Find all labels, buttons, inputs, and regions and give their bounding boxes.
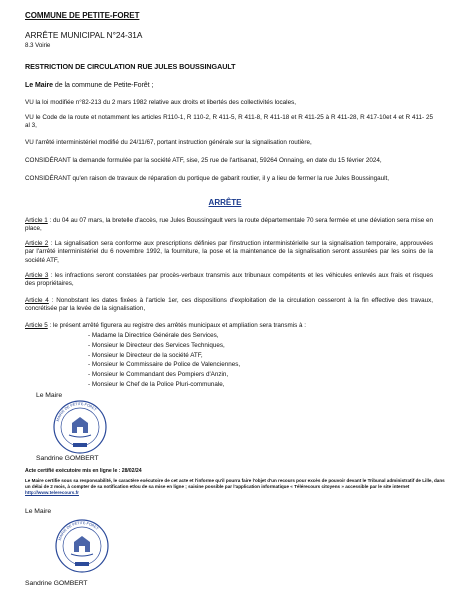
signature-1-name: Sandrine GOMBERT — [36, 455, 99, 462]
article-5-label: Article 5 — [25, 322, 48, 329]
article-4-text: : Nonobstant les dates fixées à l'article 1er, ces dispositions d'exploitation de la circulation cesseront à la fin effective des travaux, concrétisée par la levée de la signalisation, — [25, 297, 434, 313]
recipient-item: - Monsieur le Commandant des Pompiers d'Anzin, — [88, 371, 229, 379]
article-3 — [25, 272, 433, 289]
recipient-item: - Monsieur le Chef de la Police Pluri-communale, — [88, 380, 225, 388]
article-3-text: : les infractions seront constatées par procès-verbaux transmis aux tribunaux compétents et les véhicules enlevés aux frais et risques des propriétaires, — [25, 272, 433, 288]
considerant-1-lead: CONSIDÉRANT — [25, 157, 71, 164]
considerant-2-text: qu'en raison de travaux de réparation du portique de gabarit routier, il y a lieu de fermer la rue Jules Boussingault, — [70, 175, 390, 182]
signature-2-name: Sandrine GOMBERT — [25, 580, 88, 587]
municipal-seal-1 — [52, 399, 108, 455]
intro-line — [25, 82, 153, 90]
maire-rest: de la commune de Petite-Forêt ; — [53, 82, 154, 89]
article-2-text: : La signalisation sera conforme aux prescriptions définies par l'instruction interministérielle sur la signalisation temporaire, approuvées par l'arrêté interministériel du 6 novembre 1992, la fourniture, la pose et la maintenance de la signalisation seront assurées par les soins de la société ATF, — [25, 240, 434, 264]
article-1-text: : du 04 au 07 mars, la bretelle d'accès, rue Jules Boussingault vers la route départementale 70 sera fermée et une déviation sera mise en place, — [25, 217, 433, 233]
publication-date: Acte certifié exécutoire mis en ligne le : 28/02/24 — [25, 468, 142, 474]
vu-1: VU la loi modifiée n°82-213 du 2 mars 1982 relative aux droits et libertés des collectivités locales, — [25, 99, 296, 106]
article-4 — [25, 297, 433, 314]
arrete-number: ARRÊTE MUNICIPAL N°24-31A — [25, 30, 143, 40]
recipients-list — [88, 331, 240, 390]
svg-text:MAIRIE DE PETITE-FORET: MAIRIE DE PETITE-FORET — [57, 520, 100, 541]
vu-3: VU l'arrêté interministériel modifié du 24/11/67, portant instruction générale sur la signalisation routière, — [25, 139, 312, 146]
telerecours-link[interactable]: http://www.telerecours.fr — [25, 490, 79, 495]
article-3-label: Article 3 — [25, 272, 49, 279]
objet-heading: RESTRICTION DE CIRCULATION RUE JULES BOUSSINGAULT — [25, 62, 236, 71]
article-1-label: Article 1 — [25, 217, 48, 224]
commune-title: COMMUNE DE PETITE-FORET — [25, 11, 140, 20]
svg-text:MAIRIE DE PETITE-FORET: MAIRIE DE PETITE-FORET — [55, 401, 98, 422]
arrete-heading: ARRÊTE — [208, 198, 242, 207]
considerant-1 — [25, 157, 433, 165]
article-1 — [25, 217, 433, 234]
article-2-label: Article 2 — [25, 240, 49, 247]
article-5-text: : le présent arrêté figurera au registre des arrêtés municipaux et ampliation sera transmis à : — [47, 322, 307, 329]
recipient-item: - Monsieur le Directeur des Services Techniques, — [88, 341, 225, 349]
recipient-item: - Monsieur le Directeur de la société ATF, — [88, 351, 203, 359]
legal-notice-text: Le Maire certifie sous sa responsabilité, le caractère exécutoire de cet acte et l'informe qu'il pourra faire l'objet d'un recours pour excès de pouvoir devant le Tribunal administratif de Lille, dans un délai de 2 mois, à compter de sa notification et/ou de sa mise en ligne ; saisine possible par l'application informatique « Télérecours citoyens » accessible par le site internet — [25, 478, 445, 489]
signature-1-role: Le Maire — [36, 392, 63, 399]
signature-2-role: Le Maire — [25, 508, 52, 515]
considerant-1-text: la demande formulée par la société ATF, sise, 25 rue de l'artisanat, 59264 Onnaing, en date du 15 février 2024, — [70, 157, 382, 164]
article-4-label: Article 4 — [25, 297, 49, 304]
legal-notice — [25, 478, 445, 496]
service-label: 8.3 Voirie — [25, 42, 51, 49]
recipient-item: - Monsieur le Commissaire de Police de Valenciennes, — [88, 361, 241, 369]
municipal-seal-2 — [54, 518, 110, 574]
article-5 — [25, 322, 433, 330]
considerant-2-lead: CONSIDÉRANT — [25, 175, 71, 182]
vu-2: VU le Code de la route et notamment les articles R110-1, R 110-2, R 411-5, R 411-8, R 411-18 et R 411-25 à R 411-28, R 417-10et 4 et R 411- 25 al 3, — [25, 114, 433, 130]
article-2 — [25, 240, 433, 265]
considerant-2 — [25, 175, 433, 183]
recipient-item: - Madame la Directrice Générale des Services, — [88, 332, 219, 339]
maire-label: Le Maire — [25, 82, 53, 89]
